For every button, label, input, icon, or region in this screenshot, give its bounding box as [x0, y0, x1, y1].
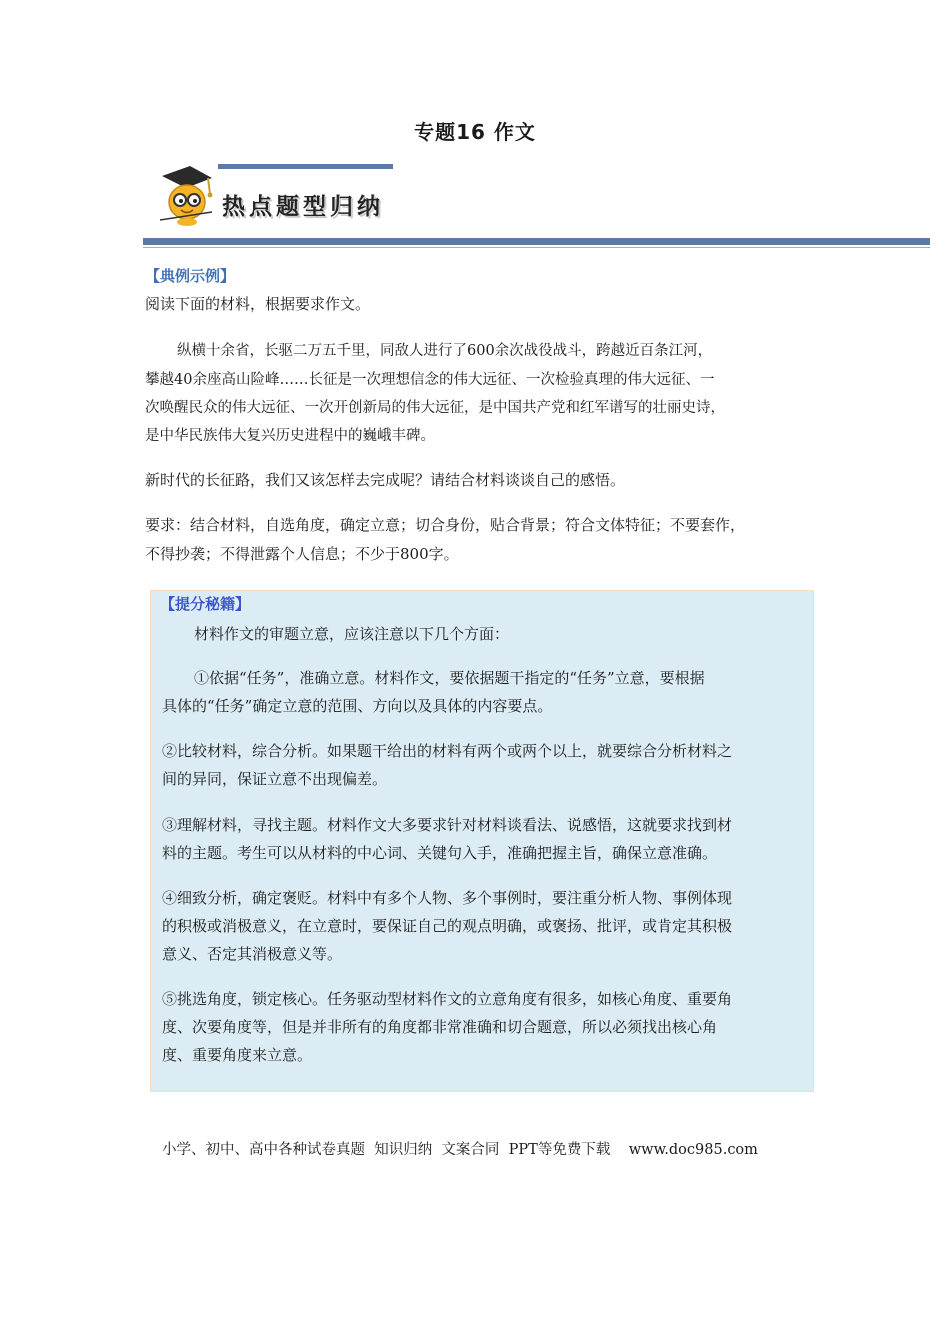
- banner-top-bar: [218, 164, 393, 169]
- material-line: 是中华民族伟大复兴历史进程中的巍峨丰碑。: [145, 428, 435, 444]
- tips-label: 【提分秘籍】: [160, 595, 251, 613]
- tip-line: 度、次要角度等，但是并非所有的角度都非常准确和切合题意，所以必须找出核心角: [162, 1018, 718, 1036]
- tip-line: ④细致分析，确定褒贬。材料中有多个人物、多个事例时，要注重分析人物、事例体现: [162, 889, 733, 907]
- page-title: 专题16 作文: [414, 120, 536, 144]
- tip-line: 料的主题。考生可以从材料的中心词、关键句入手，准确把握主旨，确保立意准确。: [162, 844, 718, 862]
- tip-line: 意义、否定其消极意义等。: [162, 945, 343, 963]
- tip-line: 度、重要角度来立意。: [162, 1046, 313, 1064]
- requirements-line: 不得抄袭；不得泄露个人信息；不少于800字。: [145, 545, 459, 563]
- tip-line: ③理解材料，寻找主题。材料作文大多要求针对材料谈看法、说感悟，这就要求找到材: [162, 816, 733, 834]
- tip-line: ⑤挑选角度，锁定核心。任务驱动型材料作文的立意角度有很多，如核心角度、重要角: [162, 990, 733, 1008]
- question-text: 新时代的长征路，我们又该怎样去完成呢？请结合材料谈谈自己的感悟。: [145, 471, 626, 489]
- banner-title: 热点题型归纳: [222, 194, 384, 220]
- requirements-line: 要求：结合材料，自选角度，确定立意；切合身份，贴合背景；符合文体特征；不要套作，: [145, 516, 746, 534]
- section-divider-thin: [143, 247, 930, 248]
- intro-text: 阅读下面的材料，根据要求作文。: [145, 295, 371, 313]
- tip-line: 的积极或消极意义，在立意时，要保证自己的观点明确，或褒扬、批评，或肯定其积极: [162, 917, 733, 935]
- tip-line: ②比较材料，综合分析。如果题干给出的材料有两个或两个以上，就要综合分析材料之: [162, 742, 733, 760]
- section-divider: [143, 238, 930, 245]
- material-line: 纵横十余省，长驱二万五千里，同敌人进行了600余次战役战斗，跨越近百条江河，: [177, 343, 713, 359]
- example-label: 【典例示例】: [145, 267, 236, 285]
- material-line: 次唤醒民众的伟大远征、一次开创新局的伟大远征，是中国共产党和红军谱写的壮丽史诗，: [145, 400, 725, 416]
- footer-text: 小学、初中、高中各种试卷真题 知识归纳 文案合同 PPT等免费下载 www.doc985.com: [162, 1142, 758, 1158]
- tips-intro: 材料作文的审题立意，应该注意以下几个方面：: [194, 625, 510, 643]
- material-line: 攀越40余座高山险峰……长征是一次理想信念的伟大远征、一次检验真理的伟大远征、一: [145, 372, 715, 388]
- tip-line: 具体的“任务”确定立意的范围、方向以及具体的内容要点。: [162, 697, 553, 715]
- tip-line: ①依据“任务”，准确立意。材料作文，要依据题干指定的“任务”立意，要根据: [194, 669, 705, 687]
- tip-line: 间的异同，保证立意不出现偏差。: [162, 770, 388, 788]
- mascot-icon: [150, 160, 225, 230]
- section-banner: [150, 160, 450, 230]
